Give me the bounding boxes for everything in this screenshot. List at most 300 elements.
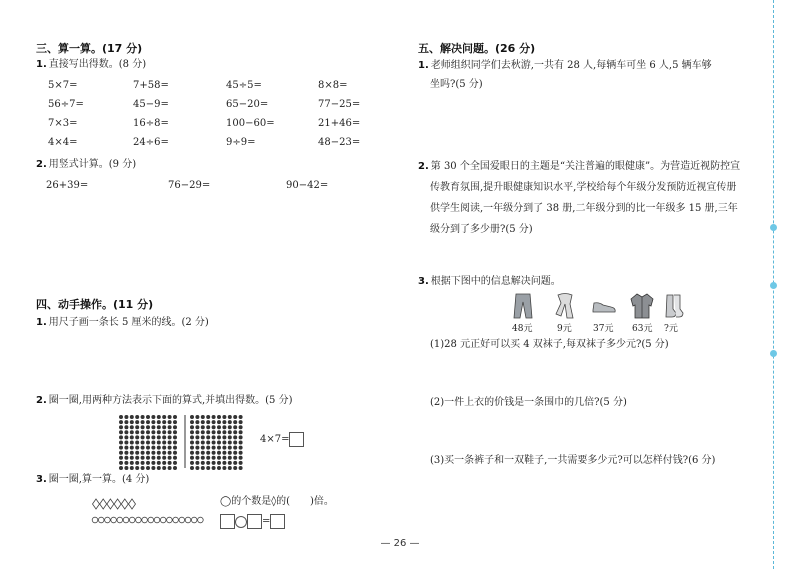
array-dot: [173, 461, 177, 465]
section5-title: 五、解决问题。(26 分): [418, 42, 536, 55]
array-dot: [217, 446, 221, 450]
array-dot: [233, 441, 237, 445]
array-dot: [141, 446, 145, 450]
array-dot: [157, 415, 161, 419]
array-dot: [173, 451, 177, 455]
array-dot: [146, 430, 150, 434]
array-dot: [190, 415, 194, 419]
array-dot: [228, 425, 232, 429]
s5-q2: [418, 156, 774, 240]
array-dot: [217, 441, 221, 445]
answer-box[interactable]: [220, 514, 235, 529]
array-dot: [212, 456, 216, 460]
arith-cell: 48−23=: [318, 137, 361, 148]
question-number: 2.: [418, 161, 429, 172]
array-dot: [135, 425, 139, 429]
array-dot: [217, 461, 221, 465]
array-dot: [222, 430, 226, 434]
price-label: ?元: [664, 324, 678, 334]
question-text: 直接写出得数。(8 分): [48, 59, 147, 70]
array-dot: [135, 435, 139, 439]
array-dot: [222, 446, 226, 450]
array-dot: [212, 446, 216, 450]
array-dot: [206, 446, 210, 450]
circle-shape: [185, 517, 191, 523]
price-label: 9元: [557, 324, 572, 334]
arith-cell: 100−60=: [226, 118, 275, 129]
question-text: 坐吗?(5 分): [430, 79, 483, 90]
array-dot: [119, 451, 123, 455]
array-dot: [130, 435, 134, 439]
question-text: 根据下图中的信息解决问题。: [430, 276, 561, 287]
array-dot: [195, 461, 199, 465]
array-dot: [233, 430, 237, 434]
array-dot: [119, 456, 123, 460]
array-dot: [146, 461, 150, 465]
array-dot: [233, 461, 237, 465]
price-label: 48元: [512, 324, 533, 334]
array-dot: [173, 466, 177, 470]
array-dot: [119, 466, 123, 470]
circle-row: [92, 517, 203, 523]
array-dot: [135, 446, 139, 450]
array-dot: [130, 456, 134, 460]
question-text: 第 30 个全国爱眼日的主题是“关注普遍的眼健康”。为营造近视防控宣: [430, 161, 741, 172]
diamond-shape: [107, 499, 114, 509]
arith-cell: 45−9=: [133, 99, 169, 110]
array-dot: [222, 461, 226, 465]
answer-box[interactable]: [270, 514, 285, 529]
array-dot: [135, 466, 139, 470]
question-number: 3.: [36, 474, 47, 485]
s5-q3-sub1: (1)28 元正好可以买 4 双袜子,每双袜子多少元?(5 分): [430, 339, 669, 350]
array-dot: [151, 430, 155, 434]
array-dot: [141, 451, 145, 455]
array-dot: [195, 456, 199, 460]
array-dot: [146, 415, 150, 419]
socks-icon: [664, 293, 684, 319]
s3-q1: [36, 58, 146, 72]
array-dot: [217, 466, 221, 470]
array-dot: [228, 461, 232, 465]
array-dot: [190, 430, 194, 434]
array-dot: [124, 420, 128, 424]
diamond-shape: [129, 499, 136, 509]
array-dot: [201, 466, 205, 470]
answer-box[interactable]: [289, 432, 304, 447]
array-dot: [239, 430, 243, 434]
arith-cell: 16÷8=: [133, 118, 169, 129]
array-dot: [233, 435, 237, 439]
array-dot: [124, 466, 128, 470]
array-dot: [119, 441, 123, 445]
array-dot: [130, 446, 134, 450]
array-dot: [151, 441, 155, 445]
array-dot: [239, 446, 243, 450]
array-dot: [173, 456, 177, 460]
array-dot: [162, 420, 166, 424]
array-dot: [228, 415, 232, 419]
array-dot: [157, 435, 161, 439]
array-dot: [239, 425, 243, 429]
array-dot: [141, 435, 145, 439]
array-dot: [124, 446, 128, 450]
circle-shape: [191, 517, 197, 523]
array-dot: [239, 435, 243, 439]
question-number: 2.: [36, 395, 47, 406]
array-dot: [124, 451, 128, 455]
array-dot: [168, 451, 172, 455]
array-dot: [239, 466, 243, 470]
array-dot: [206, 435, 210, 439]
array-dot: [151, 456, 155, 460]
page-number: — 26 —: [380, 538, 420, 549]
array-dot: [195, 441, 199, 445]
array-dot: [206, 430, 210, 434]
array-dot: [228, 430, 232, 434]
dot-array-left: [119, 415, 177, 470]
array-dot: [168, 425, 172, 429]
array-dot: [130, 420, 134, 424]
array-dot: [233, 451, 237, 455]
arith-cell: 7×3=: [48, 118, 78, 129]
formula-with-box: [260, 432, 304, 447]
question-number: 1.: [418, 60, 429, 71]
array-dot: [119, 446, 123, 450]
binding-hole: [770, 350, 777, 357]
array-dot: [162, 435, 166, 439]
array-dot: [233, 446, 237, 450]
array-dot: [135, 451, 139, 455]
arith-cell: 56÷7=: [48, 99, 84, 110]
array-dot: [119, 415, 123, 419]
arith-cell: 9÷9=: [226, 137, 256, 148]
array-dot: [157, 430, 161, 434]
array-dot: [228, 466, 232, 470]
price-label: 63元: [632, 324, 653, 334]
array-dot: [201, 420, 205, 424]
array-dot: [130, 466, 134, 470]
array-dot: [217, 425, 221, 429]
array-dot: [195, 425, 199, 429]
array-dot: [141, 461, 145, 465]
circle-shape: [198, 517, 204, 523]
circle-shape: [142, 517, 148, 523]
array-dot: [173, 446, 177, 450]
array-dot: [233, 425, 237, 429]
s5-q3-sub3: (3)买一条裤子和一双鞋子,一共需要多少元?可以怎样付钱?(6 分): [430, 455, 716, 466]
array-dot: [151, 415, 155, 419]
ratio-blank-text: ◯的个数是◊的( )倍。: [220, 496, 334, 507]
s4-q2: [36, 394, 292, 408]
array-dot: [173, 430, 177, 434]
array-dot: [130, 425, 134, 429]
question-text: 圈一圈,用两种方法表示下面的算式,并填出得数。(5 分): [48, 395, 293, 406]
array-dot: [206, 420, 210, 424]
circle-shape: [148, 517, 154, 523]
array-dot: [151, 461, 155, 465]
array-dot: [157, 466, 161, 470]
arith-cell: 45÷5=: [226, 80, 262, 91]
array-dot: [195, 446, 199, 450]
array-dot: [190, 425, 194, 429]
array-dot: [162, 446, 166, 450]
array-dot: [130, 415, 134, 419]
array-dot: [130, 451, 134, 455]
circle-shape: [111, 517, 117, 523]
array-dot: [162, 441, 166, 445]
answer-box[interactable]: [247, 514, 262, 529]
array-dot: [228, 456, 232, 460]
array-dot: [162, 430, 166, 434]
circle-shape: [160, 517, 166, 523]
array-dot: [233, 466, 237, 470]
array-dot: [222, 456, 226, 460]
question-text: 级分到了多少册?(5 分): [430, 224, 533, 235]
question-text: 用竖式计算。(9 分): [48, 159, 137, 170]
array-dot: [157, 420, 161, 424]
s4-q1: [36, 316, 209, 330]
array-dot: [151, 435, 155, 439]
diamond-shape: [114, 499, 121, 509]
array-dot: [141, 466, 145, 470]
array-dot: [168, 466, 172, 470]
array-dot: [141, 441, 145, 445]
array-dot: [201, 446, 205, 450]
array-dot: [190, 466, 194, 470]
arith-cell: 4×4=: [48, 137, 78, 148]
s5-q3: [418, 275, 561, 289]
array-dot: [212, 441, 216, 445]
s5-q1: [418, 59, 768, 92]
question-text: 供学生阅读,一年级分到了 38 册,二年级分到的比一年级多 15 册,三年: [430, 203, 738, 214]
array-dot: [239, 441, 243, 445]
array-dot: [146, 466, 150, 470]
array-dot: [201, 456, 205, 460]
array-dot: [157, 441, 161, 445]
arith-cell: 8×8=: [318, 80, 348, 91]
array-dot: [206, 466, 210, 470]
diamond-shape: [100, 499, 107, 509]
array-dot: [124, 435, 128, 439]
array-dot: [151, 420, 155, 424]
price-label: 37元: [593, 324, 614, 334]
array-dot: [201, 425, 205, 429]
array-dot: [201, 451, 205, 455]
array-dot: [173, 420, 177, 424]
array-dot: [124, 430, 128, 434]
dot-array-right: [190, 415, 243, 470]
question-number: 3.: [418, 276, 429, 287]
arith-cell: 7+58=: [133, 80, 169, 91]
circle-shape: [179, 517, 185, 523]
array-dot: [168, 435, 172, 439]
array-dot: [228, 420, 232, 424]
array-dot: [206, 425, 210, 429]
array-dot: [135, 441, 139, 445]
arith-cell: 21+46=: [318, 118, 361, 129]
array-dot: [217, 435, 221, 439]
array-dot: [222, 415, 226, 419]
array-dot: [146, 446, 150, 450]
array-dot: [222, 466, 226, 470]
circle-shape: [167, 517, 173, 523]
shoes-icon: [591, 296, 617, 316]
diamond-shape: [93, 499, 100, 509]
array-dot: [162, 451, 166, 455]
array-dot: [157, 456, 161, 460]
section4-title: 四、动手操作。(11 分): [36, 298, 154, 311]
array-dot: [119, 435, 123, 439]
array-dot: [162, 456, 166, 460]
circle-shape: [98, 517, 104, 523]
array-dot: [190, 420, 194, 424]
array-dot: [217, 456, 221, 460]
array-dot: [228, 441, 232, 445]
array-dot: [190, 441, 194, 445]
equation-boxes: [220, 514, 285, 529]
array-dot: [212, 451, 216, 455]
circle-shape: [136, 517, 142, 523]
array-dot: [146, 425, 150, 429]
circle-shape: [105, 517, 111, 523]
array-dot: [141, 425, 145, 429]
array-dot: [212, 461, 216, 465]
array-dot: [195, 430, 199, 434]
array-dot: [141, 415, 145, 419]
array-dot: [201, 461, 205, 465]
circle-shape: [117, 517, 123, 523]
s4-q3: [36, 473, 149, 487]
array-dot: [190, 451, 194, 455]
array-dot: [146, 435, 150, 439]
array-dot: [135, 415, 139, 419]
array-dot: [151, 451, 155, 455]
vertical-calc-item: 26+39=: [46, 180, 89, 191]
array-dot: [195, 435, 199, 439]
array-dot: [124, 415, 128, 419]
array-dot: [162, 425, 166, 429]
s5-q3-sub2: (2)一件上衣的价钱是一条围巾的几倍?(5 分): [430, 397, 627, 408]
array-dot: [157, 451, 161, 455]
vertical-calc-item: 76−29=: [168, 180, 211, 191]
circle-shape: [173, 517, 179, 523]
array-dot: [239, 420, 243, 424]
operator-circle[interactable]: [235, 516, 247, 528]
array-dot: [119, 430, 123, 434]
array-dot: [201, 415, 205, 419]
s3-q2: [36, 158, 136, 172]
array-dot: [168, 461, 172, 465]
array-dot: [239, 461, 243, 465]
array-dot: [217, 415, 221, 419]
array-dot: [212, 425, 216, 429]
array-dot: [162, 466, 166, 470]
array-dot: [206, 456, 210, 460]
binding-hole: [770, 282, 777, 289]
array-dot: [233, 420, 237, 424]
array-dot: [212, 466, 216, 470]
array-dot: [190, 435, 194, 439]
array-dot: [124, 425, 128, 429]
array-dot: [233, 415, 237, 419]
section3-title: 三、算一算。(17 分): [36, 42, 143, 55]
array-dot: [212, 430, 216, 434]
shapes-figure: [90, 498, 210, 528]
arith-cell: 5×7=: [48, 80, 78, 91]
array-dot: [190, 461, 194, 465]
array-dot: [228, 446, 232, 450]
array-dot: [130, 430, 134, 434]
array-dot: [206, 441, 210, 445]
equals-sign: =: [262, 516, 271, 527]
array-dot: [146, 451, 150, 455]
array-dot: [157, 446, 161, 450]
array-dot: [168, 456, 172, 460]
array-dot: [173, 435, 177, 439]
array-dot: [135, 420, 139, 424]
array-dot: [168, 415, 172, 419]
question-text: 传教育氛围,提升眼健康知识水平,学校给每个年级分发预防近视宣传册: [430, 182, 737, 193]
array-dot: [119, 461, 123, 465]
vertical-calc-item: 90−42=: [286, 180, 329, 191]
array-dot: [190, 456, 194, 460]
pants-icon: [512, 292, 534, 320]
array-dot: [157, 425, 161, 429]
array-dot: [206, 461, 210, 465]
array-dot: [141, 456, 145, 460]
array-dot: [168, 446, 172, 450]
array-dot: [173, 415, 177, 419]
question-text: 用尺子画一条长 5 厘米的线。(2 分): [48, 317, 209, 328]
array-dot: [212, 435, 216, 439]
array-dot: [135, 461, 139, 465]
question-text: 老师组织同学们去秋游,一共有 28 人,每辆车可坐 6 人,5 辆车够: [430, 60, 712, 71]
array-dot: [146, 420, 150, 424]
array-dot: [141, 430, 145, 434]
array-dot: [168, 441, 172, 445]
array-dot: [195, 420, 199, 424]
array-dot: [130, 461, 134, 465]
diamond-shape: [121, 499, 128, 509]
circle-shape: [129, 517, 135, 523]
array-dot: [146, 441, 150, 445]
array-dot: [233, 456, 237, 460]
circle-shape: [123, 517, 129, 523]
circle-shape: [154, 517, 160, 523]
array-dot: [168, 430, 172, 434]
array-dot: [119, 425, 123, 429]
array-dot: [217, 430, 221, 434]
array-dot: [162, 415, 166, 419]
arith-cell: 65−20=: [226, 99, 269, 110]
array-dot: [157, 461, 161, 465]
array-dot: [239, 415, 243, 419]
array-dot: [119, 420, 123, 424]
array-dot: [168, 420, 172, 424]
array-dot: [217, 420, 221, 424]
array-dot: [151, 425, 155, 429]
array-dot: [151, 466, 155, 470]
array-dot: [222, 441, 226, 445]
question-number: 1.: [36, 59, 47, 70]
arith-cell: 77−25=: [318, 99, 361, 110]
array-dot: [222, 420, 226, 424]
array-dot: [222, 435, 226, 439]
array-dot: [124, 456, 128, 460]
array-dot: [206, 415, 210, 419]
array-dot: [135, 430, 139, 434]
